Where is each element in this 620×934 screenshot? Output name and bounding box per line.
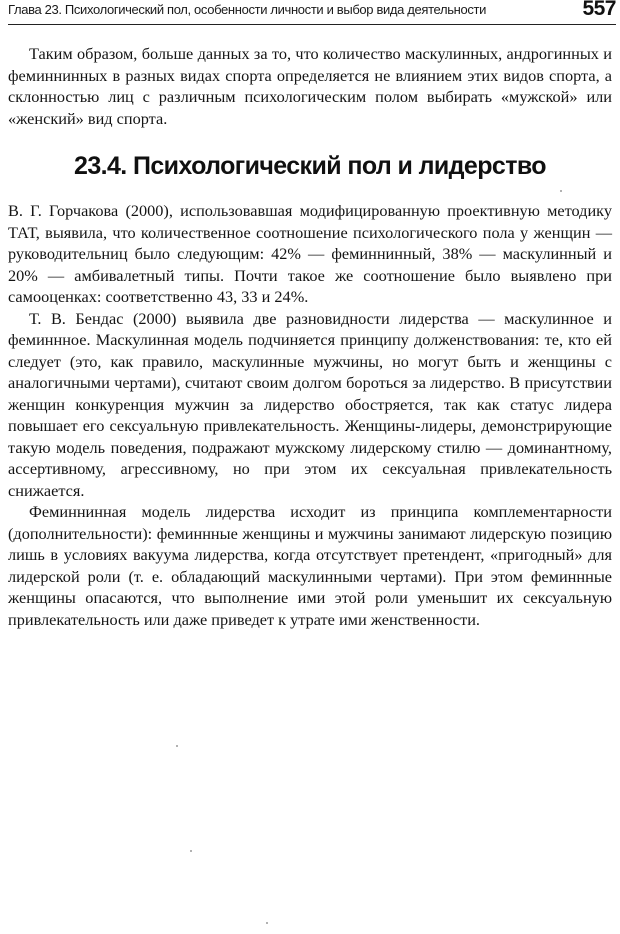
scan-speck (560, 190, 562, 192)
page-number: 557 (582, 0, 616, 20)
scan-speck (266, 922, 268, 924)
running-header (8, 0, 616, 25)
scan-speck (176, 745, 178, 747)
scan-speck (190, 850, 192, 852)
intro-text-block (8, 43, 612, 129)
paragraph-gorchakova: В. Г. Горчакова (2000), использовавшая модифицированную проективную методику ТАТ, выявила, что количественное соотношение психологического пола у женщин — руководительниц было следующим: 42% — феминнинный, 38% — маскулинный и 20% — амбивалетный типы. Почти такое же соотношение было выявлено при самооценках: соответственно 43, 33 и 24%. (8, 201, 612, 306)
paragraph-feminine-model: Феминнинная модель лидерства исходит из принципа комплементарности (дополнительности): феминнные женщины и мужчины занимают лидерскую позицию лишь в условиях вакуума лидерства, когда отсутствует претендент, «пригодный» для лидерской роли (т. е. обладающий маскулинными чертами). При этом феминнные женщины опасаются, что выполнение ими этой роли уменьшит их сексуальную привлекательность или даже приведет к утрате ими женственности. (8, 502, 612, 629)
paragraph-bendas: Т. В. Бендас (2000) выявила две разновидности лидерства — маскулинное и феминнное. Маскулинная модель подчиняется принципу долженствования: те, кто ей следует (это, как правило, маскулинные мужчины, но могут быть и женщины с аналогичными чертами), считают своим долгом бороться за лидерство. В присутствии женщин конкуренция мужчин за лидерство обостряется, так как статус лидера повышает его сексуальную привлекательность. Женщины-лидеры, демонстрирующие такую модель поведения, подражают мужскому лидерскому стилю — доминантному, ассертивному, агрессивному, но при этом их сексуальная привлекательность снижается. (8, 308, 612, 500)
intro-paragraph: Таким образом, больше данных за то, что количество маскулинных, андрогинных и феминнинных в разных видах спорта определяется не влиянием этих видов спорта, а склонностью лиц с различным психологическим полом выбирать «мужской» или «женский» вид спорта. (8, 44, 612, 128)
section-body (8, 200, 612, 630)
running-title: Глава 23. Психологический пол, особенности личности и выбор вида деятельности (8, 2, 487, 17)
section-heading: 23.4. Психологический пол и лидерство (74, 152, 546, 180)
